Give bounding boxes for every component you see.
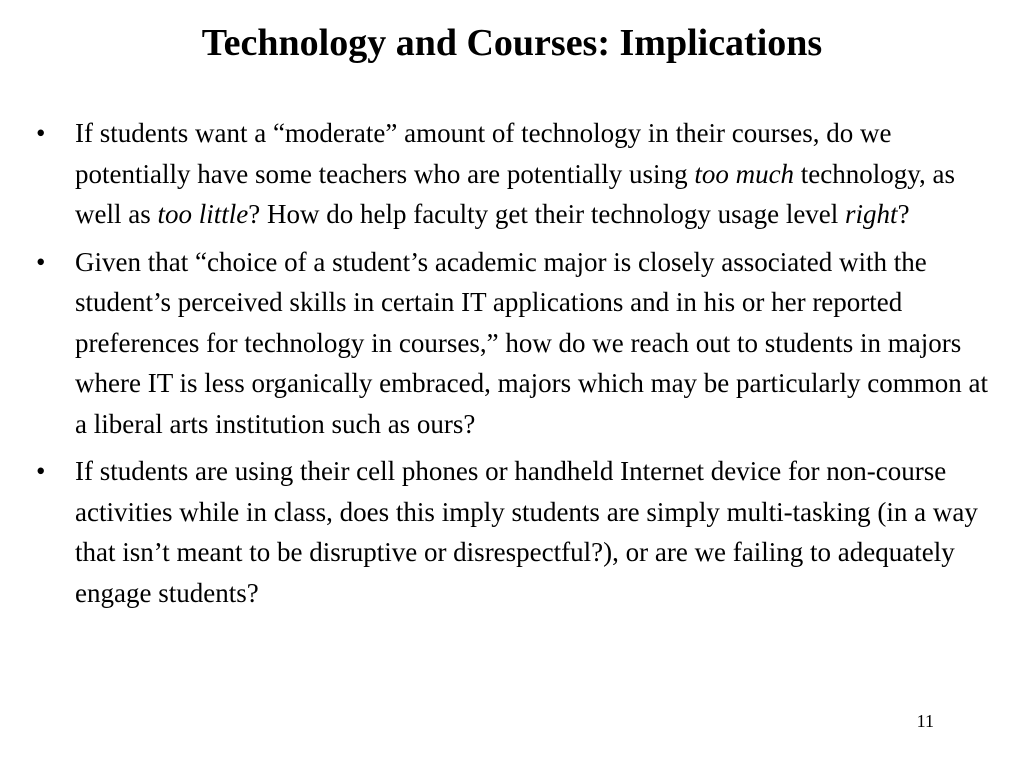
bullet-text-emphasis: too much xyxy=(694,158,795,189)
bullet-text-segment: If students are using their cell phones or handheld Internet device for non-course activities while in class, does this imply students are simply multi-tasking (in a way that isn’t meant to be disruptive or disrespectful?), or are we failing to adequately engage students? xyxy=(75,456,978,608)
bullet-marker: • xyxy=(36,246,46,277)
bullet-item xyxy=(36,451,996,613)
slide-title: Technology and Courses: Implications xyxy=(201,22,823,64)
bullet-text-emphasis: too little xyxy=(157,199,249,229)
bullet-text-segment: ? xyxy=(897,199,910,229)
bullet-item xyxy=(36,242,996,445)
bullet-text-segment: ? How do help faculty get their technology usage level xyxy=(248,199,846,229)
bullet-text-emphasis: right xyxy=(845,199,898,229)
bullet-item xyxy=(36,113,996,235)
bullet-list xyxy=(36,113,996,620)
bullet-text-segment: Given that “choice of a student’s academic major is closely associated with the student’s perceived skills in certain IT applications and in his or her reported preferences for technology in courses,” how do we reach out to students in majors where IT is less organically embraced, majors which may be particularly common at a liberal arts institution such as ours? xyxy=(75,246,988,439)
bullet-marker: • xyxy=(36,118,46,148)
bullet-text-segment: technology, as well as xyxy=(75,158,956,229)
bullet-text-segment: If students want a “moderate” amount of technology in their courses, do we potentially have some teachers who are potentially using xyxy=(75,118,892,189)
slide-number: 11 xyxy=(916,711,934,731)
bullet-marker: • xyxy=(36,456,46,486)
